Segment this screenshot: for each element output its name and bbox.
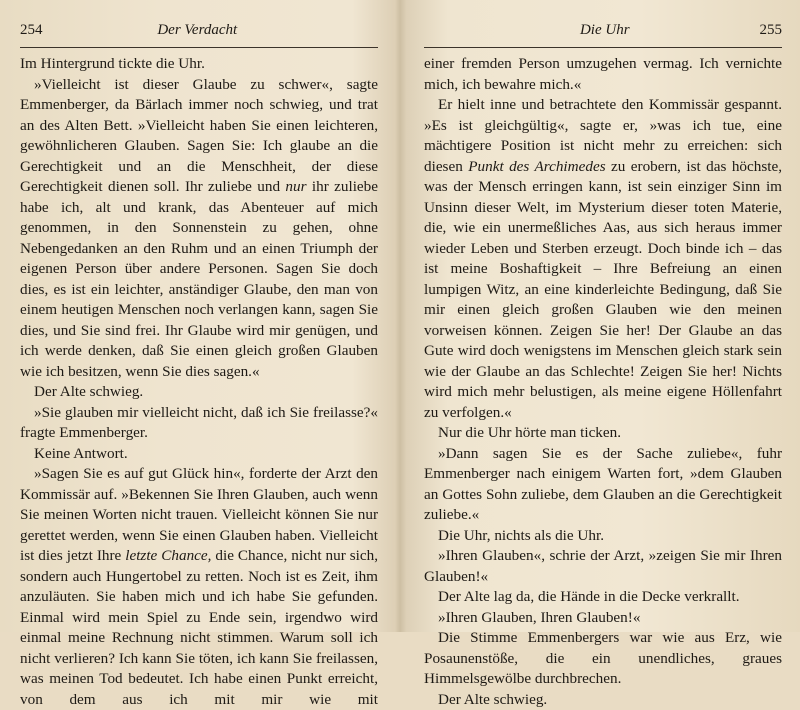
paragraph: Der Alte schwieg.: [424, 690, 782, 710]
paragraph: »Dann sagen Sie es der Sache zuliebe«, fuhr Emmenberger nach einigem Warten fort, »dem Glauben an Gottes Sohn zuliebe, dem Glauben an die Gerechtigkeit zuliebe.«: [424, 444, 782, 526]
paragraph: Nur die Uhr hörte man ticken.: [424, 423, 782, 444]
left-page: [20, 22, 378, 710]
paragraph: Der Alte lag da, die Hände in die Decke verkrallt.: [424, 587, 782, 608]
paragraph: [20, 75, 378, 383]
text-run: »Vielleicht ist dieser Glaube zu schwer«, sagte Emmenberger, da Bärlach immer noch schwieg, und trat an des Alten Bett. »Vielleicht haben Sie einen leichteren, gewöhnlicheren Glauben. Sagen Sie: Ich glaube an die Gerechtigkeit und an die Menschheit, der diese Gerechtigkeit dienen soll. Ihr zuliebe und: [20, 76, 378, 196]
left-running-head: [20, 22, 378, 48]
right-page-text: [424, 54, 782, 710]
paragraph: einer fremden Person umzugehen vermag. Ich vernichte mich, ich bewahre mich.«: [424, 54, 782, 95]
paragraph: Die Stimme Emmenbergers war wie aus Erz, wie Posaunenstöße, die ein unendliches, graues Himmelsgewölbe durchbrechen.: [424, 628, 782, 690]
paragraph: »Ihren Glauben, Ihren Glauben!«: [424, 608, 782, 629]
paragraph: »Sie glauben mir vielleicht nicht, daß ich Sie freilasse?« fragte Emmenberger.: [20, 403, 378, 444]
emphasis: nur: [285, 178, 306, 195]
paragraph: Die Uhr, nichts als die Uhr.: [424, 526, 782, 547]
text-run: zu erobern, ist das höchste, was der Mensch erringen kann, ist sein einziger Sinn im Unsinn dieser Welt, im Mysterium dieser toten Materie, die, wie ein unermeßliches Aas, aus sich heraus immer wieder Leben und Sterben erzeugt. Doch binde ich – das ist meine Boshaftigkeit – Ihre Befreiung an einen lumpigen Witz, an eine kinderleichte Bedingung, daß Sie mir einen gleich großen Glauben wie den meinen vorweisen können. Zeigen Sie her! Der Glaube an das Gute wird doch wenigstens im Menschen gleich stark sein wie der Glaube an das Schlechte! Zeigen Sie her! Nichts wird mich mehr belustigen, als meine eigene Höllenfahrt zu verfolgen.«: [424, 158, 782, 421]
paragraph: [424, 95, 782, 423]
running-title-right: Die Uhr: [580, 22, 630, 39]
right-running-head: [424, 22, 782, 48]
page-number-right: 255: [759, 22, 782, 39]
paragraph: Der Alte schwieg.: [20, 382, 378, 403]
text-run: die Chance, nicht nur sich, sondern auch Hungertobel zu retten. Noch ist es Zeit, ihm anzuläuten. Sie haben mich und ich habe Sie gefunden. Einmal wird mein Spiel zu Ende sein, irgendwo wird einmal meine Rechnung nicht stimmen. Warum soll ich nicht verlieren? Ich kann Sie töten, ich kann Sie freilassen, was meinen Tod bedeutet. Ich habe einen Punkt erreicht, von dem aus ich mit mir wie mit: [20, 547, 378, 708]
paragraph: Im Hintergrund tickte die Uhr.: [20, 54, 378, 75]
emphasis: Punkt des Archimedes: [468, 158, 605, 175]
paragraph: Keine Antwort.: [20, 444, 378, 465]
page-number-left: 254: [20, 22, 43, 39]
text-run: »Sagen Sie es auf gut Glück hin«, forderte der Arzt den Kommissär auf. »Bekennen Sie Ihren Glauben, auch wenn Sie meinen Worten nicht trauen. Vielleicht können Sie nur gerettet werden, wenn Sie einen Glauben haben. Vielleicht ist dies jetzt Ihre: [20, 465, 378, 564]
text-run: Er hielt inne und betrachtete den Kommissär gespannt. »Es ist gleichgültig«, sagte er, »was ich tue, eine mächtigere Position ist nicht mehr zu erreichen: sich diesen: [424, 96, 782, 175]
paragraph: »Ihren Glauben«, schrie der Arzt, »zeigen Sie mir Ihren Glauben!«: [424, 546, 782, 587]
emphasis: letzte Chance,: [125, 547, 211, 564]
left-page-text: [20, 54, 378, 710]
text-run: ihr zuliebe habe ich, alt und krank, das Abenteuer auf mich genommen, in den Sonnenstein zu gehen, ohne Nebengedanken an den Ruhm und an einen Triumph der eigenen Person über andere Personen. Sagen Sie doch dies, es ist ein leichter, anständiger Glaube, den man von einem heutigen Menschen noch verlangen kann, sagen Sie dies, und Sie sind frei. Ihr Glaube wird mir genügen, und ich werde denken, daß Sie einen gleich großen Glauben wie ich besitzen, wenn Sie dies sagen.«: [20, 178, 378, 380]
running-title-left: Der Verdacht: [157, 22, 237, 39]
right-page: [424, 22, 782, 710]
paragraph: [20, 464, 378, 710]
